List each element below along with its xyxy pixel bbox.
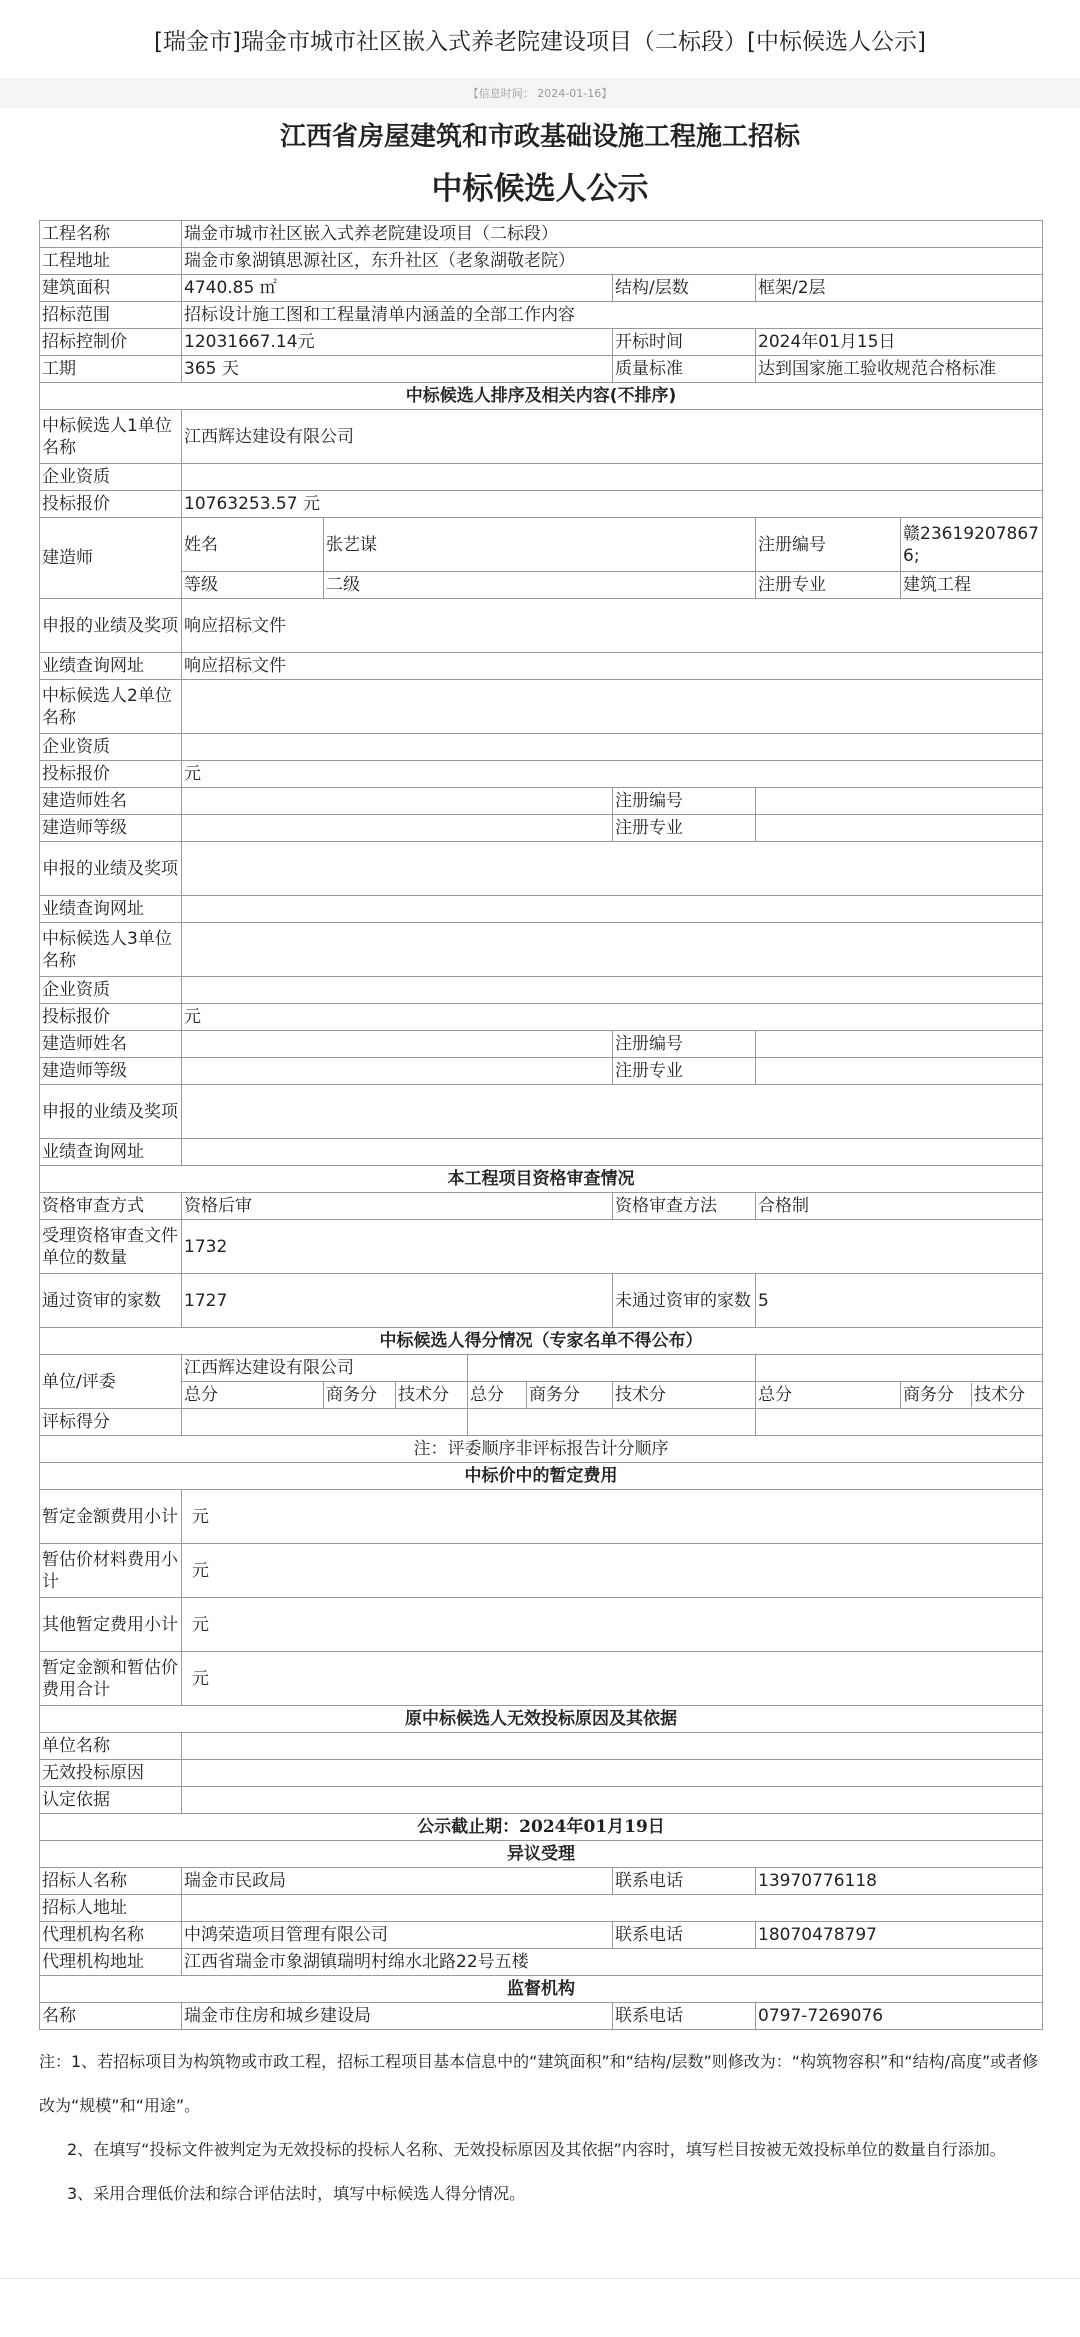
score-note: 注：评委顺序非评标报告计分顺序 [40,1436,1043,1463]
label-c1-url: 业绩查询网址 [40,653,182,680]
score-tech-3: 技术分 [974,1385,1025,1405]
label-c1-qual: 企业资质 [40,464,182,491]
label-invalid-unit: 单位名称 [40,1733,182,1760]
section-supervision: 监督机构 [40,1976,1043,2003]
c3-bid: 元 [182,1004,1043,1031]
agent-addr: 江西省瑞金市象湖镇瑞明村绵水北路22号五楼 [182,1949,1043,1976]
label-c2-reg: 注册编号 [613,788,756,815]
footer-divider [0,2278,1080,2279]
label-area: 建筑面积 [40,275,182,302]
eval-score-1 [182,1409,468,1436]
label-c1-level: 等级 [182,572,324,599]
label-agent: 代理机构名称 [40,1922,182,1949]
score-unit-2 [468,1355,756,1382]
c2-blevel [182,815,613,842]
label-c2-bid: 投标报价 [40,761,182,788]
label-c3-major: 注册专业 [613,1058,756,1085]
label-c1-builder: 建造师 [40,518,182,599]
project-addr: 瑞金市象湖镇思源社区，东升社区（老象湖敬老院） [182,248,1043,275]
score-tech-2: 技术分 [613,1382,756,1409]
note-3: 3、采用合理低价法和综合评估法时，填写中标候选人得分情况。 [67,2184,526,2203]
prov-a: 元 [182,1490,1043,1544]
review-mode: 资格后审 [182,1193,613,1220]
c2-url [182,896,1043,923]
c2-qual [182,734,1043,761]
eval-score-3 [756,1409,1043,1436]
label-c3-bname: 建造师姓名 [40,1031,182,1058]
label-c2-perf: 申报的业绩及奖项 [40,842,182,896]
quality: 达到国家施工验收规范合格标准 [756,356,1043,383]
label-quality: 质量标准 [613,356,756,383]
label-c2-url: 业绩查询网址 [40,896,182,923]
review-count: 1732 [182,1220,1043,1274]
score-tech-1: 技术分 [396,1382,468,1409]
struct: 框架/2层 [756,275,1043,302]
c3-url [182,1139,1043,1166]
label-c3-perf: 申报的业绩及奖项 [40,1085,182,1139]
prov-c: 元 [182,1598,1043,1652]
notes [39,2040,1042,2216]
label-invalid-reason: 无效投标原因 [40,1760,182,1787]
label-c1-name: 姓名 [182,518,324,572]
label-review-fail: 未通过资审的家数 [613,1274,756,1328]
tenderer: 瑞金市民政局 [182,1868,613,1895]
c1-perf: 响应招标文件 [182,599,1043,653]
label-c2-bname: 建造师姓名 [40,788,182,815]
c1-level: 二级 [324,572,756,599]
score-total-1: 总分 [182,1382,324,1409]
c2-bname [182,788,613,815]
deadline: 公示截止期：2024年01月19日 [40,1814,1043,1841]
c2-unit [182,680,1043,734]
c3-bname [182,1031,613,1058]
label-open-time: 开标时间 [613,329,756,356]
label-c1-perf: 申报的业绩及奖项 [40,599,182,653]
note-2: 2、在填写“投标文件被判定为无效投标的投标人名称、无效投标原因及其依据”内容时，填写栏目按被无效投标单位的数量自行添加。 [67,2140,1006,2159]
c2-major [756,815,1043,842]
label-c1-major: 注册专业 [756,572,901,599]
invalid-unit [182,1733,1043,1760]
label-c3-qual: 企业资质 [40,977,182,1004]
label-prov-b: 暂估价材料费用小计 [40,1544,182,1598]
c1-major: 建筑工程 [901,572,1043,599]
label-project-addr: 工程地址 [40,248,182,275]
label-c2-unit: 中标候选人2单位名称 [40,680,182,734]
label-invalid-basis: 认定依据 [40,1787,182,1814]
page-title: [瑞金市]瑞金市城市社区嵌入式养老院建设项目（二标段）[中标候选人公示] [154,28,926,55]
c1-qual [182,464,1043,491]
section-review: 本工程项目资格审查情况 [40,1166,1043,1193]
document-subheading: 中标候选人公示 [431,170,649,207]
c3-reg [756,1031,1043,1058]
label-review-count: 受理资格审查文件单位的数量 [40,1220,182,1274]
score-business-3: 商务分 [901,1383,972,1407]
scope: 招标设计施工图和工程量清单内涵盖的全部工作内容 [182,302,1043,329]
review-pass: 1727 [182,1274,613,1328]
label-c3-url: 业绩查询网址 [40,1139,182,1166]
label-c2-qual: 企业资质 [40,734,182,761]
label-c1-reg: 注册编号 [756,518,901,572]
label-eval-score: 评标得分 [40,1409,182,1436]
label-tenderer-phone: 联系电话 [613,1868,756,1895]
score-total-3: 总分 [756,1382,901,1409]
label-c3-reg: 注册编号 [613,1031,756,1058]
label-period: 工期 [40,356,182,383]
score-business-2: 商务分 [527,1382,613,1409]
tenderer-phone: 13970776118 [756,1868,1043,1895]
c3-major [756,1058,1043,1085]
label-agent-addr: 代理机构地址 [40,1949,182,1976]
c3-blevel [182,1058,613,1085]
section-rank: 中标候选人排序及相关内容(不排序) [40,383,1043,410]
label-control-price: 招标控制价 [40,329,182,356]
score-business-1: 商务分 [324,1382,396,1409]
section-provisional: 中标价中的暂定费用 [40,1463,1043,1490]
super-name: 瑞金市住房和城乡建设局 [182,2003,613,2030]
c2-bid: 元 [182,761,1043,788]
score-total-2: 总分 [468,1382,527,1409]
label-c2-blevel: 建造师等级 [40,815,182,842]
section-invalid: 原中标候选人无效投标原因及其依据 [40,1706,1043,1733]
label-c1-bid: 投标报价 [40,491,182,518]
invalid-basis [182,1787,1043,1814]
eval-score-2 [468,1409,756,1436]
control-price: 12031667.14元 [182,329,613,356]
label-agent-phone: 联系电话 [613,1922,756,1949]
label-score-unit: 单位/评委 [40,1355,182,1409]
label-prov-c: 其他暂定费用小计 [40,1598,182,1652]
candidate-table [39,220,1043,2030]
c3-qual [182,977,1043,1004]
period: 365 天 [182,356,613,383]
label-c3-bid: 投标报价 [40,1004,182,1031]
label-tenderer: 招标人名称 [40,1868,182,1895]
label-super-phone: 联系电话 [613,2003,756,2030]
prov-b: 元 [182,1544,1043,1598]
label-project-name: 工程名称 [40,221,182,248]
area: 4740.85 ㎡ [182,275,613,302]
review-method: 合格制 [756,1193,1043,1220]
label-review-mode: 资格审查方式 [40,1193,182,1220]
c1-name: 张艺谋 [324,518,756,572]
label-super-name: 名称 [40,2003,182,2030]
c3-perf [182,1085,1043,1139]
note-1: 注：1、若招标项目为构筑物或市政工程，招标工程项目基本信息中的“建筑面积”和“结构/层数”则修改为：“构筑物容积”和“结构/高度”或者修改为“规模”和“用途”。 [39,2052,1039,2115]
c1-reg: 赣236192078676; [901,518,1043,572]
score-unit-3 [756,1355,1043,1382]
invalid-reason [182,1760,1043,1787]
agent: 中鸿荣造项目管理有限公司 [182,1922,613,1949]
agent-phone: 18070478797 [756,1922,1043,1949]
tenderer-addr [182,1895,1043,1922]
c1-bid: 10763253.57 元 [182,491,1043,518]
super-phone: 0797-7269076 [756,2003,1043,2030]
score-unit-1: 江西辉达建设有限公司 [182,1355,468,1382]
prov-d: 元 [182,1652,1043,1706]
label-prov-a: 暂定金额费用小计 [40,1490,182,1544]
c2-perf [182,842,1043,896]
info-time: 【信息时间： 2024-01-16】 [0,78,1080,108]
c2-reg [756,788,1043,815]
open-time: 2024年01月15日 [756,329,1043,356]
c3-unit [182,923,1043,977]
label-c1-unit: 中标候选人1单位名称 [40,410,182,464]
project-name: 瑞金市城市社区嵌入式养老院建设项目（二标段） [182,221,1043,248]
label-struct: 结构/层数 [613,275,756,302]
label-scope: 招标范围 [40,302,182,329]
label-prov-d: 暂定金额和暂估价费用合计 [40,1652,182,1706]
score-3-split [901,1382,1043,1409]
label-c3-blevel: 建造师等级 [40,1058,182,1085]
label-c2-major: 注册专业 [613,815,756,842]
review-fail: 5 [756,1274,1043,1328]
c1-url: 响应招标文件 [182,653,1043,680]
label-c3-unit: 中标候选人3单位名称 [40,923,182,977]
section-score: 中标候选人得分情况（专家名单不得公布） [40,1328,1043,1355]
c1-unit: 江西辉达建设有限公司 [182,410,1043,464]
document-heading: 江西省房屋建筑和市政基础设施工程施工招标 [279,121,800,152]
label-review-method: 资格审查方法 [613,1193,756,1220]
label-tenderer-addr: 招标人地址 [40,1895,182,1922]
label-review-pass: 通过资审的家数 [40,1274,182,1328]
section-objection: 异议受理 [40,1841,1043,1868]
